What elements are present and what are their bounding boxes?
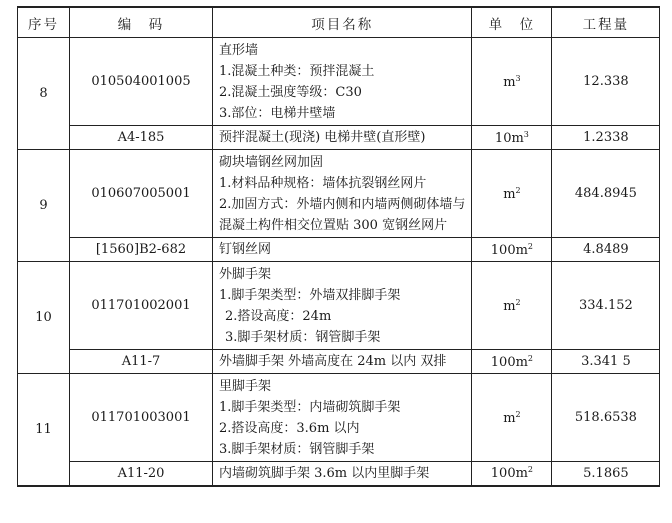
sub-name: 内墙砌筑脚手架 3.6m 以内里脚手架 [213,462,472,486]
name-line: 直形墙 [219,42,259,58]
header-code: 编 码 [70,7,213,38]
row-name [213,38,472,126]
table-body [18,38,660,486]
sub-row [18,350,660,374]
quantity-table [17,6,660,487]
sub-row [18,126,660,150]
unit-exp: 2 [527,241,534,251]
sub-code: A4-185 [70,126,213,150]
sub-unit [472,350,552,374]
row-qty: 518.6538 [552,374,660,462]
name-line: 2.加固方式：外墙内侧和内墙两侧砌体墙与 [219,196,466,212]
sub-row [18,238,660,262]
unit-exp: 3 [515,73,521,83]
table-row [18,374,660,462]
row-code: 010607005001 [70,150,213,238]
row-seq: 10 [18,262,70,374]
unit-exp: 2 [515,409,521,419]
row-unit [472,262,552,350]
row-code: 011701003001 [70,374,213,462]
unit-base: m [503,74,516,90]
row-qty: 12.338 [552,38,660,126]
name-line: 2.搭设高度：24m [225,308,332,324]
sub-name: 外墙脚手架 外墙高度在 24m 以内 双排 [213,350,472,374]
row-seq: 11 [18,374,70,486]
table-row [18,38,660,126]
name-line: 3.部位：电梯井壁墙 [219,105,336,121]
sub-code: A11-20 [70,462,213,486]
sub-name: 钉钢丝网 [213,238,472,262]
row-qty: 484.8945 [552,150,660,238]
row-name [213,374,472,462]
table-row [18,262,660,350]
unit-exp: 2 [515,185,521,195]
unit-base: 100m [490,242,528,258]
name-line: 1.脚手架类型：外墙双排脚手架 [219,287,401,303]
name-line: 混凝土构件相交位置贴 300 宽钢丝网片 [219,217,448,233]
name-line: 外脚手架 [219,266,272,282]
sub-qty: 1.2338 [552,126,660,150]
name-line: 2.搭设高度：3.6m 以内 [219,420,360,436]
sub-qty: 5.1865 [552,462,660,486]
sub-qty: 4.8489 [552,238,660,262]
unit-base: 100m [490,466,528,482]
unit-base: m [503,298,516,314]
name-line: 2.混凝土强度等级：C30 [219,84,362,100]
sub-row [18,462,660,486]
sub-name: 预拌混凝土(现浇) 电梯井壁(直形壁) [213,126,472,150]
unit-base: m [503,410,516,426]
unit-exp: 2 [527,353,534,363]
row-name [213,150,472,238]
quantity-table-wrapper [17,6,660,487]
header-seq: 序号 [18,7,70,38]
sub-unit [472,126,552,150]
unit-base: 100m [490,354,528,370]
name-line: 3.脚手架材质：钢管脚手架 [219,441,375,457]
sub-unit [472,238,552,262]
header-row [18,7,660,38]
header-name: 项目名称 [213,7,472,38]
unit-base: m [503,186,516,202]
name-line: 里脚手架 [219,378,272,394]
unit-exp: 3 [523,129,529,139]
row-seq: 8 [18,38,70,150]
row-code: 010504001005 [70,38,213,126]
name-line: 砌块墙钢丝网加固 [219,154,324,170]
row-name [213,262,472,350]
sub-code: A11-7 [70,350,213,374]
sub-qty: 3.341 5 [552,350,660,374]
sub-unit [472,462,552,486]
header-unit: 单 位 [472,7,552,38]
unit-exp: 2 [527,465,534,475]
unit-exp: 2 [515,297,521,307]
unit-base: 10m [494,130,524,146]
name-line: 3.脚手架材质：钢管脚手架 [225,329,381,345]
header-qty: 工程量 [552,7,660,38]
row-unit [472,374,552,462]
sub-code: [1560]B2-682 [70,238,213,262]
row-unit [472,150,552,238]
row-qty: 334.152 [552,262,660,350]
table-row [18,150,660,238]
row-seq: 9 [18,150,70,262]
name-line: 1.脚手架类型：内墙砌筑脚手架 [219,399,401,415]
row-unit [472,38,552,126]
name-line: 1.混凝土种类：预拌混凝土 [219,63,375,79]
name-line: 1.材料品种规格：墙体抗裂钢丝网片 [219,175,427,191]
row-code: 011701002001 [70,262,213,350]
